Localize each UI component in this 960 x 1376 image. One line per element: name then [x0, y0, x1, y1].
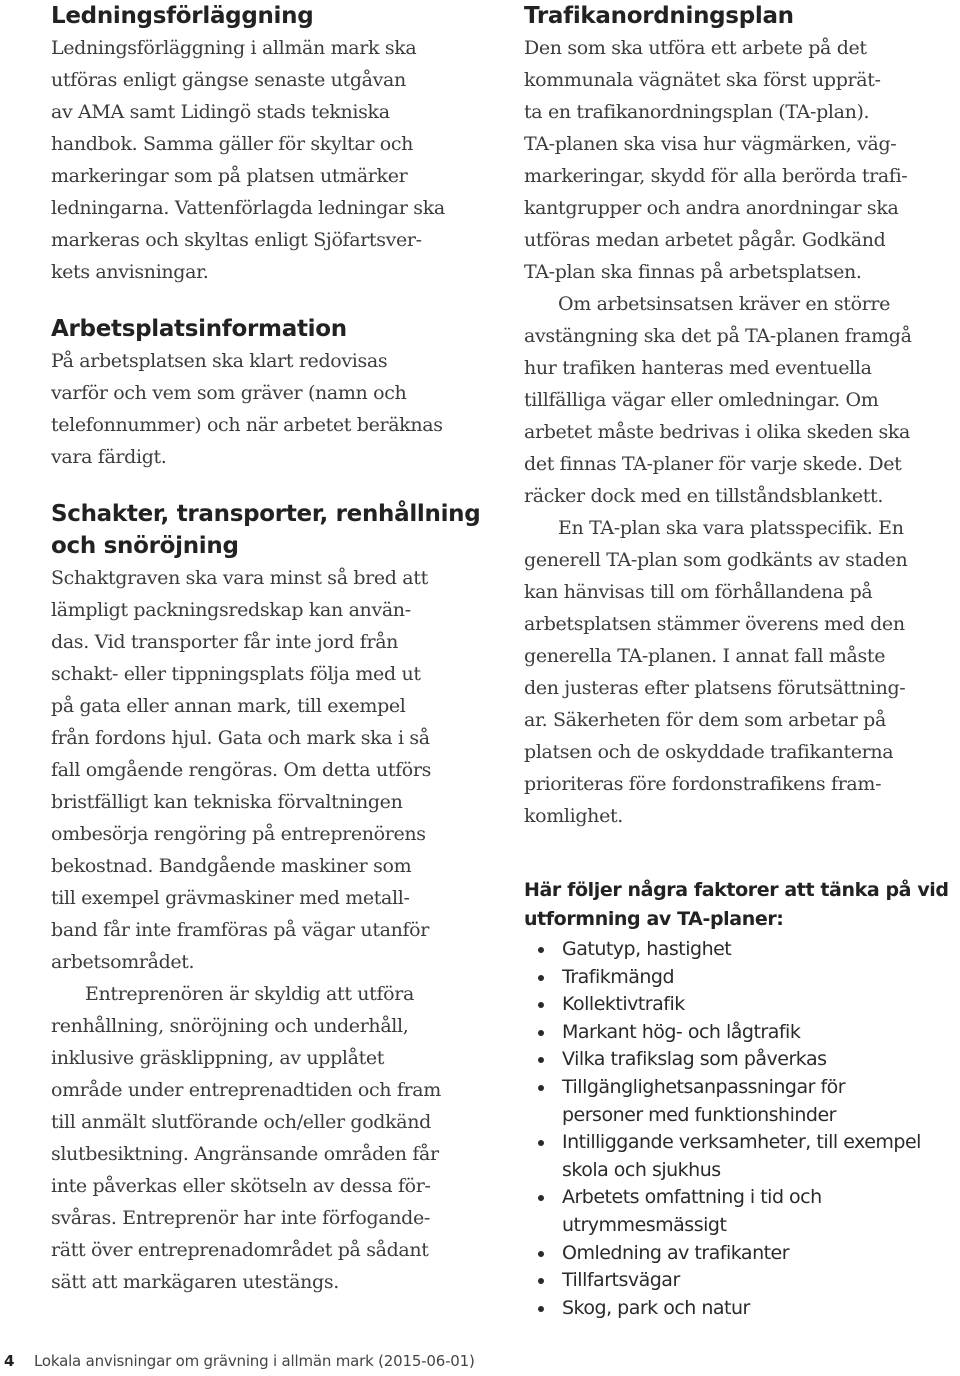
text-line: arbetsområdet.	[51, 951, 195, 973]
list-item	[524, 1267, 954, 1295]
text-line: slutbesiktning. Angränsande områden får	[51, 1143, 439, 1165]
text-line: område under entreprenadtiden och fram	[51, 1079, 441, 1101]
list-item-text: Markant hög- och lågtrafik	[562, 1020, 801, 1043]
text-line: platsen och de oskyddade trafikanterna	[524, 741, 894, 763]
bullet-icon	[538, 1002, 544, 1008]
text-line: lämpligt packningsredskap kan använ-	[51, 599, 411, 621]
bullet-icon	[538, 1085, 544, 1091]
list-item	[524, 1046, 954, 1074]
list-item	[524, 1019, 954, 1047]
text-line: markeringar som på platsen utmärker	[51, 165, 408, 187]
left-column	[51, 0, 491, 1298]
text-line: telefonnummer) och när arbetet beräknas	[51, 414, 443, 436]
section-ledningsforlaggning-body	[51, 32, 491, 288]
text-line: arbetet måste bedrivas i olika skeden ska	[524, 421, 910, 443]
list-item	[524, 1240, 954, 1268]
footer-text: Lokala anvisningar om grävning i allmän mark (2015-06-01)	[34, 1352, 475, 1370]
text-line: utföras medan arbetet pågår. Godkänd	[524, 229, 886, 251]
list-item-text: Trafikmängd	[562, 965, 675, 988]
text-line: På arbetsplatsen ska klart redovisas	[51, 350, 388, 372]
text-line: av AMA samt Lidingö stads tekniska	[51, 101, 390, 123]
list-item	[524, 936, 954, 964]
page-number: 4	[4, 1352, 15, 1370]
list-item	[524, 1295, 954, 1323]
bullet-icon	[538, 1278, 544, 1284]
text-line: generella TA-planen. I annat fall måste	[524, 645, 886, 667]
text-line: Schaktgraven ska vara minst så bred att	[51, 567, 428, 589]
list-item-text: Skog, park och natur	[562, 1296, 750, 1319]
right-column	[524, 0, 954, 1322]
list-item-text: Gatutyp, hastighet	[562, 938, 732, 960]
bullet-icon	[538, 1057, 544, 1063]
text-line: ta en trafikanordningsplan (TA-plan).	[524, 101, 870, 123]
list-item-text-continued: skola och sjukhus	[562, 1158, 721, 1181]
text-line: på gata eller annan mark, till exempel	[51, 695, 406, 717]
bullet-icon	[538, 947, 544, 953]
list-item	[524, 1074, 954, 1129]
text-line: En TA-plan ska vara platsspecifik. En	[558, 517, 904, 539]
text-line: markeras och skyltas enligt Sjöfartsver-	[51, 229, 422, 251]
list-item-text: Tillgänglighetsanpassningar för	[562, 1075, 846, 1098]
text-line: markeringar, skydd för alla berörda trafi-	[524, 165, 908, 187]
text-line: hur trafiken hanteras med eventuella	[524, 357, 872, 379]
text-line: avstängning ska det på TA-planen framgå	[524, 325, 912, 347]
section-trafikanordningsplan-body	[524, 32, 954, 832]
section-arbetsplatsinformation-body	[51, 345, 491, 473]
heading-schakter-line-2: och snöröjning	[51, 533, 239, 559]
text-line: inklusive gräsklippning, av upplåtet	[51, 1047, 385, 1069]
spacer	[51, 473, 491, 498]
spacer	[524, 832, 954, 876]
text-line: utföras enligt gängse senaste utgåvan	[51, 69, 406, 91]
spacer	[51, 288, 491, 313]
text-line: handbok. Samma gäller för skyltar och	[51, 133, 414, 155]
text-line: ledningarna. Vattenförlagda ledningar ska	[51, 197, 445, 219]
heading-ledningsforlaggning: Ledningsförläggning	[51, 3, 314, 29]
factors-heading-line-1: Här följer några faktorer att tänka på vid	[524, 879, 949, 901]
bullet-icon	[538, 1195, 544, 1201]
text-line: bekostnad. Bandgående maskiner som	[51, 855, 412, 877]
text-line: Ledningsförläggning i allmän mark ska	[51, 37, 417, 59]
heading-arbetsplatsinformation: Arbetsplatsinformation	[51, 316, 347, 342]
text-line: fall omgående rengöras. Om detta utförs	[51, 759, 432, 781]
text-line: inte påverkas eller skötseln av dessa för-	[51, 1175, 431, 1197]
factors-list	[524, 936, 954, 1322]
text-line: komlighet.	[524, 805, 623, 827]
list-item-text: Tillfartsvägar	[562, 1269, 680, 1292]
list-item-text: Arbetets omfattning i tid och	[562, 1186, 822, 1209]
text-line: TA-plan ska finnas på arbetsplatsen.	[524, 261, 862, 283]
text-line: sätt att markägaren utestängs.	[51, 1271, 339, 1293]
bullet-icon	[538, 1140, 544, 1146]
text-line: den justeras efter platsens förutsättning-	[524, 677, 906, 699]
text-line: det finnas TA-planer för varje skede. Det	[524, 453, 902, 475]
text-line: Den som ska utföra ett arbete på det	[524, 37, 867, 59]
list-item	[524, 1129, 954, 1184]
bullet-icon	[538, 1030, 544, 1036]
text-line: räcker dock med en tillståndsblankett.	[524, 485, 884, 507]
factors-heading-line-2: utformning av TA-planer:	[524, 908, 784, 930]
text-line: svåras. Entreprenör har inte förfogande-	[51, 1207, 430, 1229]
text-line: band får inte framföras på vägar utanför	[51, 919, 429, 941]
text-line: kommunala vägnätet ska först upprät-	[524, 69, 881, 91]
text-line: Entreprenören är skyldig att utföra	[85, 983, 414, 1005]
text-line: bristfälligt kan tekniska förvaltningen	[51, 791, 403, 813]
text-line: rätt över entreprenadområdet på sådant	[51, 1239, 429, 1261]
text-line: till exempel grävmaskiner med metall-	[51, 887, 410, 909]
text-line: kan hänvisas till om förhållandena på	[524, 581, 873, 603]
text-line: generell TA-plan som godkänts av staden	[524, 549, 908, 571]
text-line: från fordons hjul. Gata och mark ska i så	[51, 727, 430, 749]
text-line: TA-planen ska visa hur vägmärken, väg-	[524, 133, 897, 155]
text-line: tillfälliga vägar eller omledningar. Om	[524, 389, 879, 411]
section-schakter-body	[51, 562, 491, 1298]
list-item-text: Intilliggande verksamheter, till exempel	[562, 1131, 921, 1154]
list-item-text: Omledning av trafikanter	[562, 1241, 790, 1264]
heading-trafikanordningsplan: Trafikanordningsplan	[524, 3, 794, 29]
text-line: schakt- eller tippningsplats följa med ut	[51, 663, 421, 685]
text-line: ar. Säkerheten för dem som arbetar på	[524, 709, 886, 731]
text-line: till anmält slutförande och/eller godkänd	[51, 1111, 431, 1133]
text-line: Om arbetsinsatsen kräver en större	[558, 293, 891, 315]
bullet-icon	[538, 1306, 544, 1312]
text-line: varför och vem som gräver (namn och	[51, 382, 407, 404]
text-line: das. Vid transporter får inte jord från	[51, 631, 399, 653]
text-line: vara färdigt.	[51, 446, 167, 468]
text-line: renhållning, snöröjning och underhåll,	[51, 1015, 409, 1037]
list-item-text-continued: utrymmesmässigt	[562, 1213, 727, 1236]
text-line: kantgrupper och andra anordningar ska	[524, 197, 899, 219]
text-line: ombesörja rengöring på entreprenörens	[51, 823, 426, 845]
text-line: prioriteras före fordonstrafikens fram-	[524, 773, 882, 795]
list-item-text-continued: personer med funktionshinder	[562, 1103, 836, 1126]
list-item-text: Kollektivtrafik	[562, 993, 685, 1016]
text-line: kets anvisningar.	[51, 261, 209, 283]
list-item	[524, 991, 954, 1019]
list-item	[524, 964, 954, 992]
bullet-icon	[538, 975, 544, 981]
list-item	[524, 1184, 954, 1239]
text-line: arbetsplatsen stämmer överens med den	[524, 613, 905, 635]
bullet-icon	[538, 1251, 544, 1257]
list-item-text: Vilka trafikslag som påverkas	[562, 1048, 827, 1071]
heading-schakter-line-1: Schakter, transporter, renhållning	[51, 501, 481, 527]
